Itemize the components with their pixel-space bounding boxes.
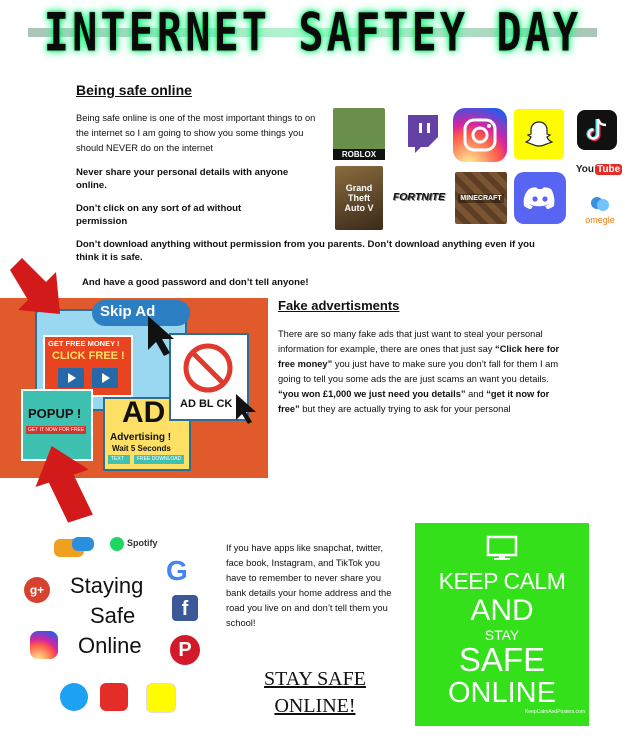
chat-bubble-blue-icon: [72, 537, 94, 551]
ad-big-label: AD: [122, 396, 166, 429]
wait-label: Wait 5 Seconds: [112, 444, 171, 453]
section2-quote-3: “get it now for free”: [278, 389, 550, 414]
section1-title: Being safe online: [76, 82, 192, 98]
skip-ad-label: Skip Ad: [100, 303, 156, 320]
spotify-icon: [110, 537, 124, 551]
omegle-icon: [580, 190, 620, 230]
rule-1: Never share your personal details with anyone online.: [76, 167, 289, 191]
tiktok-icon: [577, 110, 617, 150]
section2-text-1: There are so many fake ads that just want to steal your personal information for example, there are ones that just say: [278, 329, 543, 354]
minecraft-label: MINECRAFT: [460, 194, 502, 202]
popup-button-label: GET IT NOW FOR FREE: [28, 427, 85, 433]
poster-line-1: KEEP CALM: [438, 568, 566, 594]
keep-calm-poster: [415, 523, 589, 726]
section2-text-4: but they are actually trying to ask for your personal: [299, 404, 511, 414]
staying-safe-online-graphic: [22, 533, 207, 723]
popup-label: POPUP !: [28, 406, 82, 421]
red-arrow-top: [6, 256, 66, 320]
monitor-icon: [485, 535, 519, 561]
discord-icon: [514, 172, 566, 224]
adblock-label: AD BL CK: [180, 398, 233, 410]
section2-text-2: you just have to make sure you don’t fall for them I am going to tell you some ads the are just scams an want you details.: [278, 359, 559, 384]
poster-line-2: AND: [470, 594, 534, 627]
spotify-label: Spotify: [127, 538, 158, 548]
instagram-small-icon: [30, 631, 58, 659]
youtube-icon: [575, 159, 621, 179]
rule-2: Don’t click on any sort of ad without permission: [76, 203, 242, 227]
facebook-icon: f: [172, 595, 198, 621]
gta-icon: [335, 166, 383, 230]
youtube-label-a: You: [575, 163, 594, 175]
circle-line-3: Online: [78, 633, 142, 658]
roblox-label: ROBLOX: [333, 149, 385, 160]
omegle-label: omegle: [585, 215, 615, 225]
banner-title: INTERNET SAFTEY DAY: [43, 1, 582, 64]
section2-quote-2: “you won £1,000 we just need you details”: [278, 389, 466, 399]
section1-intro: Being safe online is one of the most important things to on the internet so I am going to show you some things you should NEVER do on the internet: [76, 113, 316, 153]
poster-line-3: STAY: [484, 627, 520, 643]
fortnite-label: FORTNITE: [392, 191, 446, 203]
minecraft-icon: [455, 172, 507, 224]
google-icon: G: [166, 555, 188, 586]
section2-body: [278, 327, 568, 417]
twitch-icon: [398, 110, 446, 158]
snapchat-icon: [514, 109, 564, 159]
rule-4: And have a good password and don’t tell anyone!: [82, 277, 309, 288]
poster-line-5: ONLINE: [448, 677, 556, 709]
snapchat-small-icon: [146, 683, 176, 713]
google-plus-icon: g+: [24, 577, 50, 603]
instagram-icon: [453, 108, 507, 162]
section2-title: Fake advertisments: [278, 298, 400, 313]
advertising-label: Advertising !: [110, 432, 172, 443]
gta-label: Grand Theft Auto V: [344, 183, 374, 213]
stay-safe-line-1: STAY SAFE: [264, 668, 366, 690]
twitter-icon: [60, 683, 88, 711]
section2-quote-1: “Click here for free money”: [278, 344, 560, 369]
free-download-label: FREE DOWNLOAD: [137, 456, 182, 462]
youtube-label-b: Tube: [597, 163, 621, 175]
circle-line-2: Safe: [90, 603, 136, 628]
free-money-label: GET FREE MONEY !: [48, 339, 120, 348]
banner: [10, 1, 615, 64]
fortnite-icon: [390, 177, 448, 217]
rule-3: Don’t download anything without permission from you parents. Don’t download anything even if you think it is safe.: [76, 239, 535, 263]
youtube-small-icon: [100, 683, 128, 711]
pinterest-icon: P: [170, 635, 200, 665]
stay-safe-line-2: ONLINE!: [274, 695, 356, 717]
red-arrow-bottom: [34, 444, 94, 524]
circle-line-1: Staying: [70, 573, 144, 598]
click-free-label: CLICK FREE !: [52, 350, 125, 362]
poster-credit: KeepCalmAndPosters.com: [524, 709, 585, 715]
stay-safe-heading: [240, 666, 390, 720]
section2-text-3: and: [465, 389, 487, 399]
poster-line-4: SAFE: [458, 641, 546, 678]
text-button-label: TEXT: [111, 456, 124, 462]
section3-body: If you have apps like snapchat, twitter, face book, Instagram, and TikTok you have to remember to never share you bank details your home address and the road you live on and don’t tell them you school!: [226, 543, 392, 628]
roblox-icon: [333, 108, 385, 160]
